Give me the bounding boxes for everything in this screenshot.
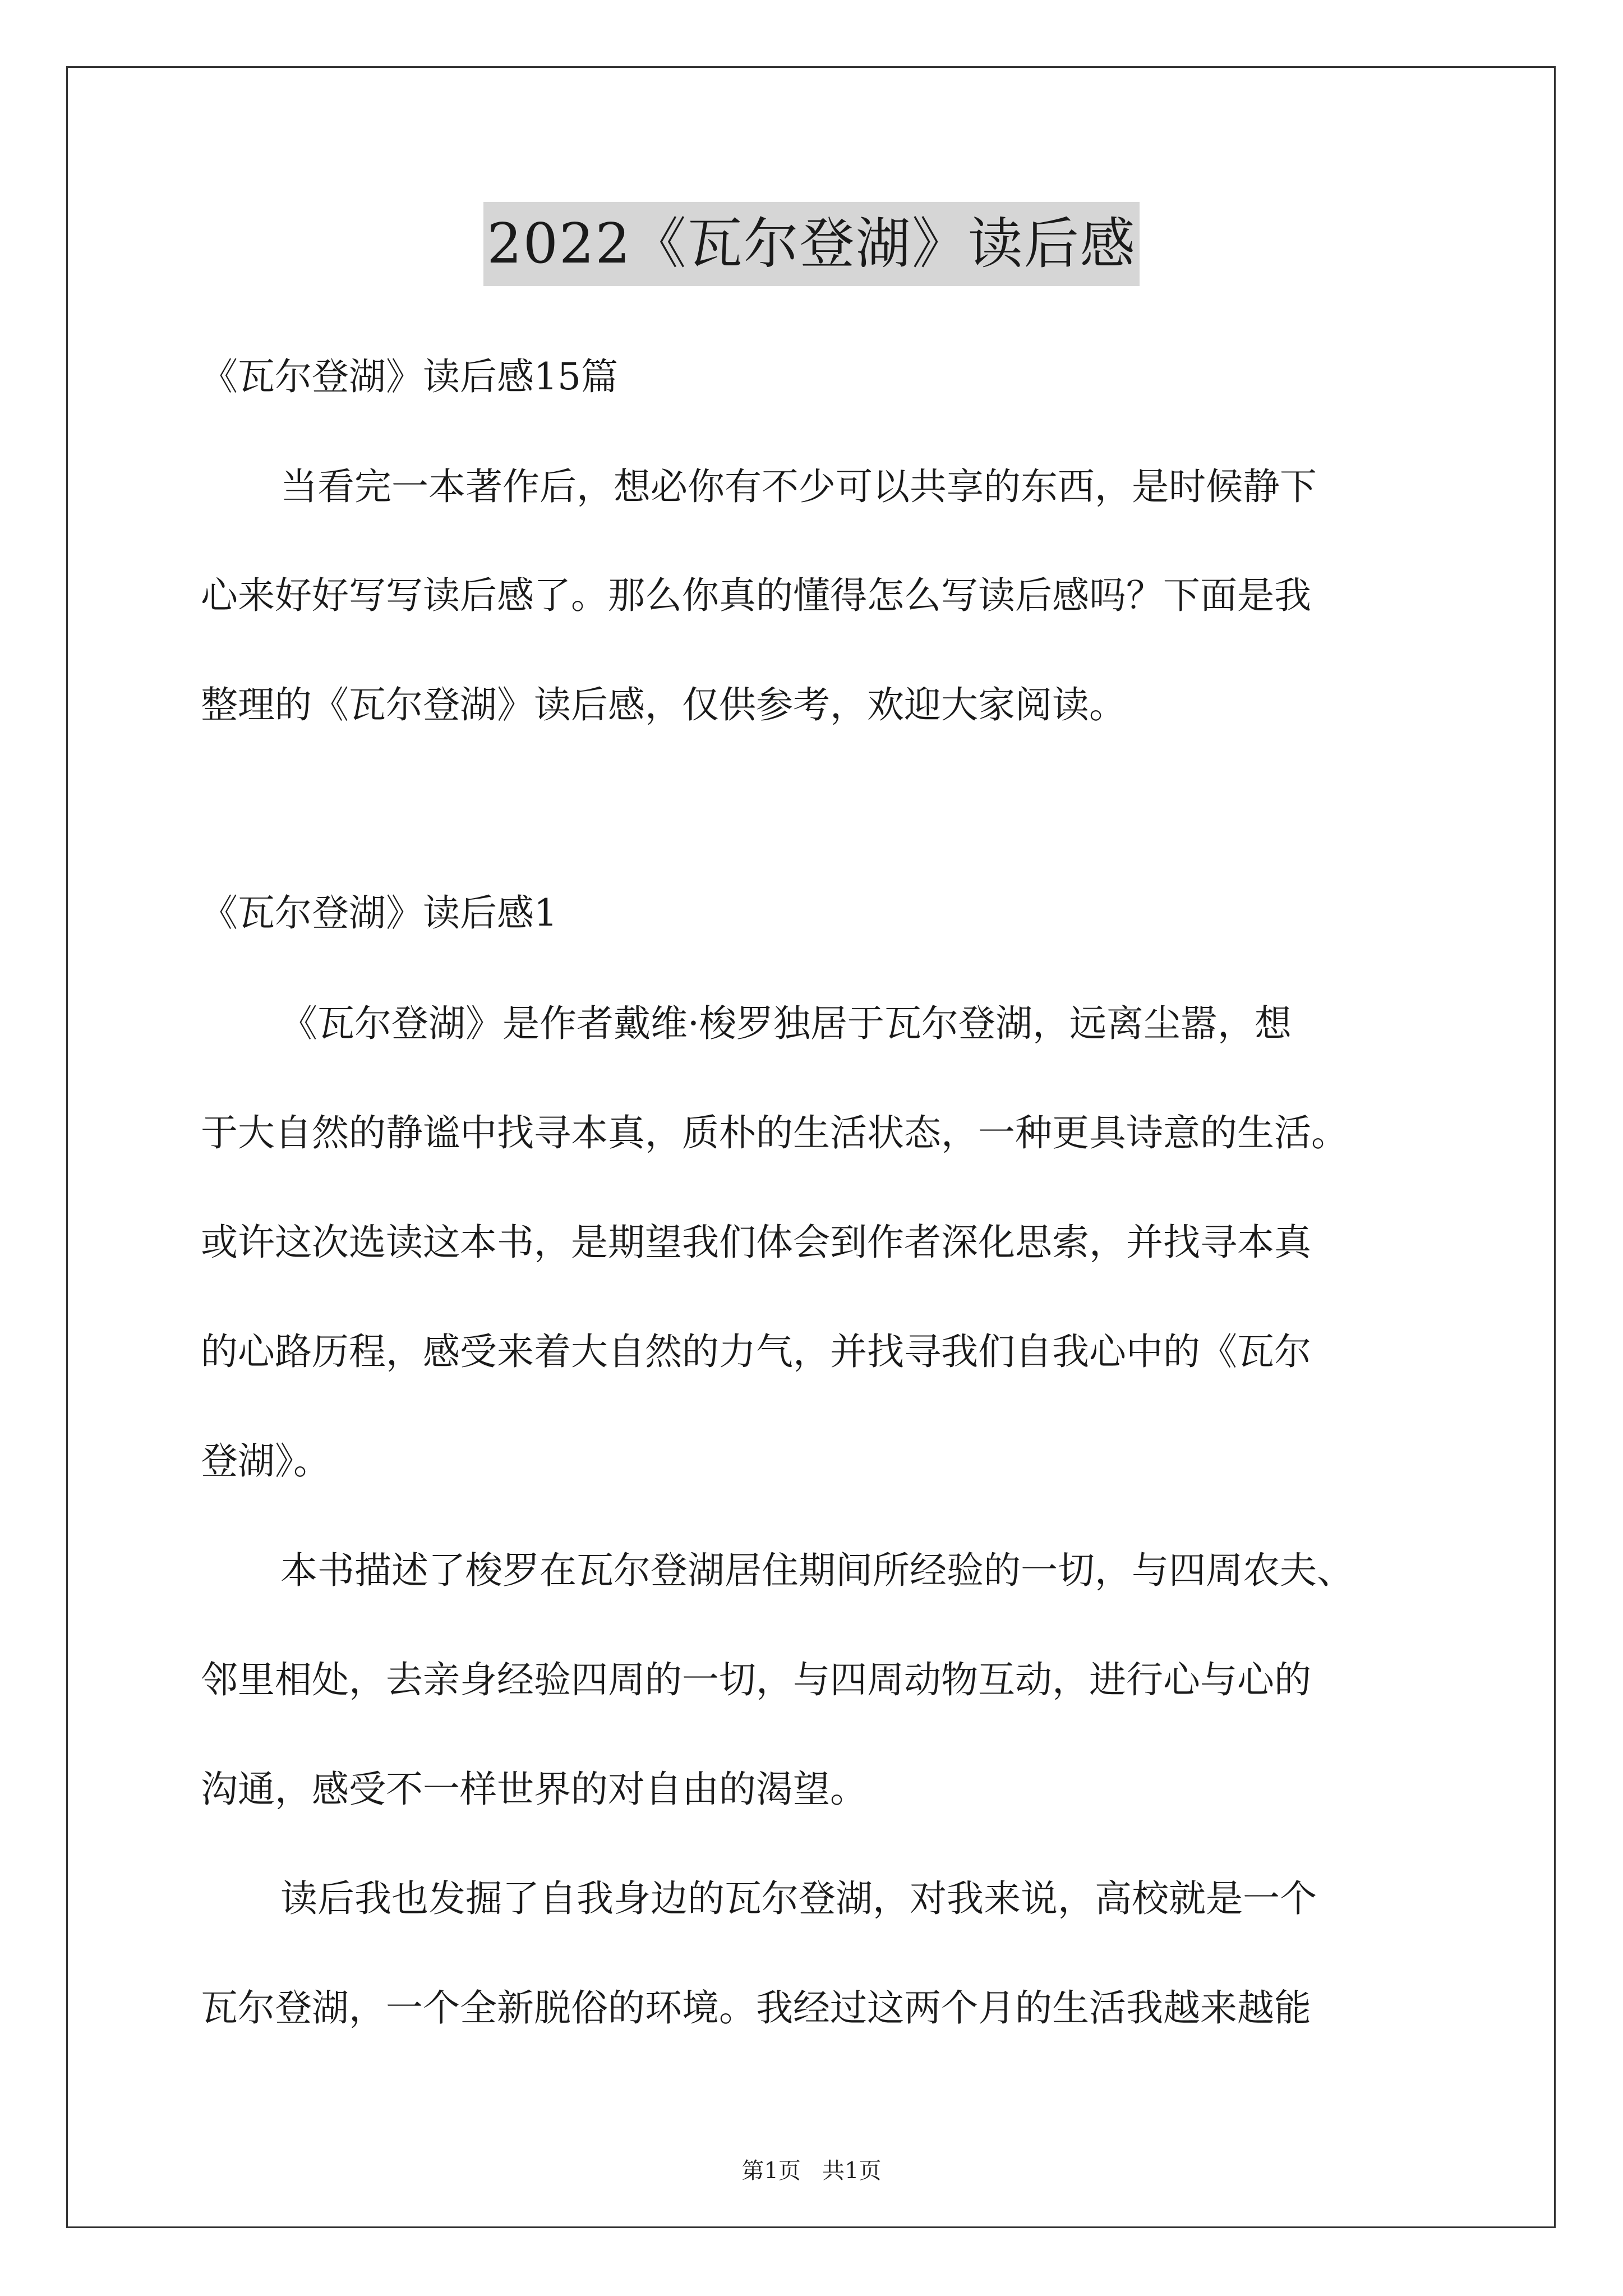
paragraph1-line-5: 登湖》。 — [201, 1439, 330, 1483]
paragraph1-line-1: 《瓦尔登湖》是作者戴维·梭罗独居于瓦尔登湖，远离尘嚣，想 — [280, 1002, 1292, 1045]
paragraph3-line-2: 瓦尔登湖，一个全新脱俗的环境。我经过这两个月的生活我越来越能 — [201, 1986, 1311, 2030]
intro-line-1: 当看完一本著作后，想必你有不少可以共享的东西，是时候静下 — [280, 465, 1317, 508]
page-number-label: 第1页 共1页 — [741, 2158, 882, 2184]
paragraph1-line-2: 于大自然的静谧中找寻本真，质朴的生活状态，一种更具诗意的生活。 — [201, 1111, 1348, 1154]
paragraph3-line-1: 读后我也发掘了自我身边的瓦尔登湖，对我来说，高校就是一个 — [280, 1877, 1317, 1920]
document-title: 2022《瓦尔登湖》读后感 — [483, 202, 1139, 286]
page-footer — [0, 2157, 1623, 2185]
paragraph2-line-2: 邻里相处，去亲身经验四周的一切，与四周动物互动，进行心与心的 — [201, 1658, 1311, 1701]
section-heading: 《瓦尔登湖》读后感1 — [201, 891, 557, 935]
paragraph1-line-3: 或许这次选读这本书，是期望我们体会到作者深化思索，并找寻本真 — [201, 1221, 1311, 1264]
subtitle: 《瓦尔登湖》读后感15篇 — [201, 355, 618, 398]
paragraph1-line-4: 的心路历程，感受来着大自然的力气，并找寻我们自我心中的《瓦尔 — [201, 1330, 1311, 1373]
paragraph2-line-1: 本书描述了梭罗在瓦尔登湖居住期间所经验的一切，与四周农夫、 — [280, 1549, 1354, 1592]
intro-line-3: 整理的《瓦尔登湖》读后感，仅供参考，欢迎大家阅读。 — [201, 683, 1126, 726]
title-container — [0, 202, 1623, 286]
paragraph2-line-3: 沟通，感受不一样世界的对自由的渴望。 — [201, 1768, 867, 1811]
intro-line-2: 心来好好写写读后感了。那么你真的懂得怎么写读后感吗？下面是我 — [201, 574, 1311, 617]
